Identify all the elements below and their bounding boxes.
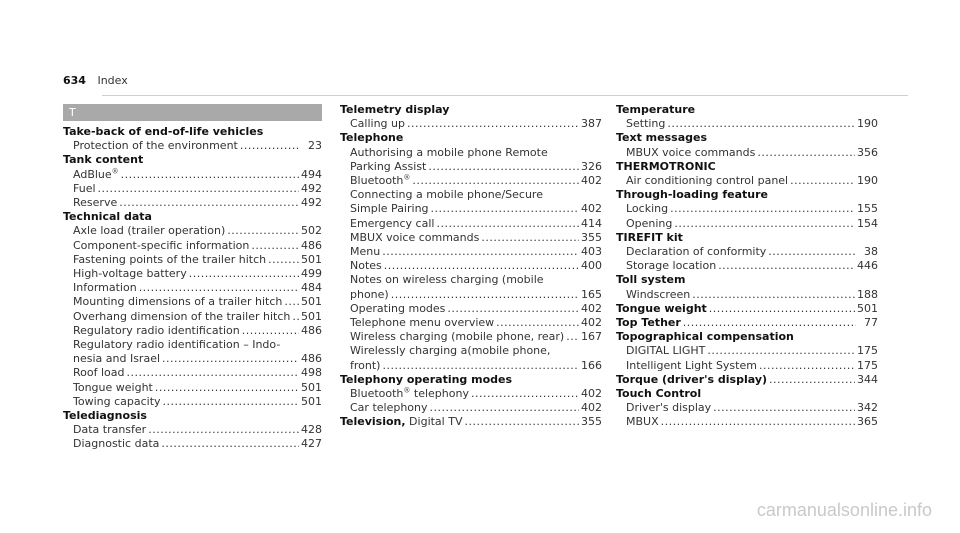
- index-line[interactable]: [340, 174, 602, 188]
- leader-dots: [382, 359, 579, 373]
- registered-mark: ®: [403, 386, 411, 395]
- index-entry: [616, 330, 878, 373]
- index-line[interactable]: [616, 117, 878, 131]
- page-ref[interactable]: 402: [581, 401, 602, 415]
- leader-dots: [284, 295, 299, 309]
- leader-dots: [242, 324, 299, 338]
- leader-dots: [707, 344, 855, 358]
- index-line[interactable]: [63, 310, 322, 324]
- index-entry: [63, 153, 322, 210]
- page-header: [63, 74, 128, 87]
- leader-dots: [713, 401, 855, 415]
- entry-heading[interactable]: Temperature: [616, 103, 696, 116]
- index-line[interactable]: [63, 366, 322, 380]
- entry-text: Opening: [626, 216, 673, 230]
- entry-heading[interactable]: Television,: [340, 415, 406, 429]
- index-line[interactable]: [616, 245, 878, 259]
- index-line[interactable]: [63, 139, 322, 153]
- registered-mark: ®: [403, 173, 411, 182]
- index-line[interactable]: [340, 259, 602, 273]
- page-ref[interactable]: 355: [581, 230, 602, 244]
- page-ref[interactable]: 428: [301, 423, 322, 437]
- header-rule: [102, 95, 908, 96]
- page-ref[interactable]: 502: [301, 224, 322, 238]
- entry-text: Overhang dimension of the trailer hitch: [73, 309, 291, 323]
- leader-dots: [119, 196, 299, 210]
- index-entry: [616, 131, 878, 159]
- page-ref[interactable]: 499: [301, 267, 322, 281]
- subentry-text: Authorising a mobile phone Remote: [350, 145, 548, 159]
- leader-dots: [391, 288, 579, 302]
- leader-dots: [471, 387, 579, 401]
- page-ref[interactable]: 501: [301, 380, 322, 394]
- leader-dots: [162, 352, 299, 366]
- leader-dots: [566, 330, 579, 344]
- index-column-3: [616, 103, 878, 430]
- subentry-text: Notes on wireless charging (mobile: [350, 273, 544, 287]
- page-ref[interactable]: 188: [857, 287, 878, 301]
- entry-heading[interactable]: Technical data: [63, 210, 152, 224]
- page-ref[interactable]: 484: [301, 281, 322, 295]
- page-ref[interactable]: 427: [301, 437, 322, 451]
- entry-text: Reserve: [73, 196, 118, 210]
- entry-text: Wireless charging (mobile phone, rear): [350, 330, 565, 344]
- leader-dots: [163, 395, 299, 409]
- index-column-1: [63, 104, 322, 452]
- index-line[interactable]: [63, 395, 322, 409]
- index-line[interactable]: [616, 373, 878, 387]
- leader-dots: [227, 224, 299, 238]
- leader-dots: [412, 174, 579, 188]
- page-ref[interactable]: 175: [857, 344, 878, 358]
- registered-mark: ®: [111, 166, 119, 175]
- index-line[interactable]: [340, 202, 602, 216]
- entry-heading[interactable]: THERMOTRONIC: [616, 159, 716, 173]
- leader-dots: [768, 245, 856, 259]
- index-line[interactable]: [616, 202, 878, 216]
- entry-text: Simple Pairing: [350, 202, 429, 216]
- page-ref[interactable]: 501: [857, 301, 878, 315]
- entry-heading[interactable]: Take-back of end-of-life vehicles: [63, 125, 264, 138]
- page-ref[interactable]: 492: [301, 181, 322, 195]
- entry-heading[interactable]: Torque (driver's display): [616, 372, 768, 386]
- entry-text: Calling up: [350, 117, 405, 131]
- index-line[interactable]: [63, 182, 322, 196]
- entry-text: Mounting dimensions of a trailer hitch: [73, 295, 283, 309]
- leader-dots: [428, 160, 579, 174]
- subentry-text: Wirelessly charging a(mobile phone,: [350, 344, 551, 358]
- entry-text: Parking Assist: [350, 159, 427, 173]
- entry-heading[interactable]: Tongue weight: [616, 301, 707, 315]
- entry-text: High-voltage battery: [73, 267, 187, 281]
- entry-text: Regulatory radio identification: [73, 323, 240, 337]
- index-line[interactable]: [340, 231, 602, 245]
- index-entry: [616, 273, 878, 301]
- leader-dots: [683, 316, 856, 330]
- letter-band: T: [63, 104, 322, 121]
- leader-dots: [759, 359, 855, 373]
- index-line[interactable]: [616, 401, 878, 415]
- leader-dots: [240, 139, 300, 153]
- leader-dots: [769, 373, 855, 387]
- index-line[interactable]: [340, 160, 602, 174]
- page-ref[interactable]: 155: [857, 202, 878, 216]
- entry-text: MBUX voice commands: [350, 230, 480, 244]
- entry-text: Tongue weight: [73, 380, 153, 394]
- page-number: 634: [63, 74, 86, 87]
- page-ref[interactable]: 486: [301, 238, 322, 252]
- entry-text: front): [350, 358, 381, 372]
- entry-text: [616, 373, 767, 387]
- page-ref[interactable]: 387: [581, 117, 602, 131]
- leader-dots: [692, 288, 855, 302]
- leader-dots: [139, 281, 299, 295]
- entry-text: Diagnostic data: [73, 437, 160, 451]
- page-ref[interactable]: 38: [864, 245, 878, 259]
- entry-heading[interactable]: Top Tether: [616, 316, 681, 330]
- index-entry: [616, 231, 878, 274]
- index-column-2: [340, 103, 602, 430]
- page-ref[interactable]: 190: [857, 174, 878, 188]
- section-title: Index: [97, 74, 128, 87]
- entry-heading[interactable]: Telephony operating modes: [340, 372, 513, 386]
- entry-text: nesia and Israel: [73, 352, 161, 366]
- index-line[interactable]: [63, 324, 322, 338]
- leader-dots: [121, 168, 299, 182]
- leader-dots: [447, 302, 579, 316]
- index-entry: [616, 302, 878, 316]
- page-ref[interactable]: 166: [581, 358, 602, 372]
- leader-dots: [127, 366, 300, 380]
- index-line[interactable]: [340, 117, 602, 131]
- entry-text: [616, 316, 681, 330]
- entry-text: [616, 302, 707, 316]
- index-line[interactable]: [63, 381, 322, 395]
- subentry-text: Regulatory radio identification – Indo-: [73, 338, 281, 352]
- page-ref[interactable]: 165: [581, 287, 602, 301]
- index-entry: [616, 103, 878, 131]
- index-line[interactable]: [63, 281, 322, 295]
- index-line[interactable]: [63, 168, 322, 182]
- index-entry: [340, 103, 602, 131]
- entry-text: Fastening points of the trailer hitch: [73, 252, 267, 266]
- page-ref[interactable]: 414: [581, 216, 602, 230]
- entry-text: Information: [73, 281, 137, 295]
- leader-dots: [430, 401, 579, 415]
- entries: [63, 125, 322, 452]
- entry-text: Intelligent Light System: [626, 358, 757, 372]
- page-ref[interactable]: 501: [301, 295, 322, 309]
- page-ref[interactable]: 23: [308, 139, 322, 153]
- index-line[interactable]: [616, 146, 878, 160]
- index-entry: [340, 131, 602, 372]
- leader-dots: [718, 259, 855, 273]
- index-entry: [616, 373, 878, 387]
- entry-text: Bluetooth® telephony: [350, 386, 469, 401]
- leader-dots: [464, 415, 579, 429]
- index-line[interactable]: [340, 245, 602, 259]
- leader-dots: [436, 217, 579, 231]
- index-line[interactable]: [616, 344, 878, 358]
- index-line[interactable]: [340, 330, 602, 344]
- page-ref[interactable]: 446: [857, 259, 878, 273]
- leader-dots: [667, 117, 855, 131]
- page-ref[interactable]: 403: [581, 245, 602, 259]
- page-ref[interactable]: 486: [301, 323, 322, 337]
- index-line[interactable]: [616, 359, 878, 373]
- entry-heading[interactable]: Telephone: [340, 131, 404, 145]
- entry-text: Data transfer: [73, 423, 147, 437]
- index-line[interactable]: [340, 217, 602, 231]
- entry-text: Air conditioning control panel: [626, 174, 789, 188]
- index-line[interactable]: [340, 316, 602, 330]
- entry-heading[interactable]: Text messages: [616, 131, 708, 145]
- entry-text: Setting: [626, 117, 666, 131]
- leader-dots: [384, 259, 579, 273]
- index-line[interactable]: [63, 437, 322, 451]
- leader-dots: [382, 245, 579, 259]
- page-ref[interactable]: 400: [581, 259, 602, 273]
- page-ref[interactable]: 355: [581, 415, 602, 429]
- entry-text: Bluetooth®: [350, 173, 411, 188]
- index-line[interactable]: [63, 239, 322, 253]
- index-entry: [63, 409, 322, 452]
- index-line[interactable]: [616, 302, 878, 316]
- entry-text: Driver's display: [626, 401, 712, 415]
- index-line[interactable]: [340, 415, 602, 429]
- leader-dots: [161, 437, 299, 451]
- page-ref[interactable]: 501: [301, 252, 322, 266]
- entry-text: Notes: [350, 259, 382, 273]
- index-line[interactable]: [616, 316, 878, 330]
- entry-text: Towing capacity: [73, 394, 161, 408]
- index-line[interactable]: [63, 295, 322, 309]
- page-ref[interactable]: 365: [857, 415, 878, 429]
- entry-text: Television, Digital TV: [340, 415, 463, 429]
- index-line[interactable]: [63, 352, 322, 366]
- entry-text: AdBlue®: [73, 166, 119, 181]
- index-line[interactable]: [616, 174, 878, 188]
- entry-text: Roof load: [73, 366, 125, 380]
- subentry-text: Connecting a mobile phone/Secure: [350, 188, 543, 202]
- entry-text: phone): [350, 287, 389, 301]
- leader-dots: [148, 423, 299, 437]
- page-ref[interactable]: 501: [301, 394, 322, 408]
- leader-dots: [757, 146, 855, 160]
- page-ref[interactable]: 344: [857, 372, 878, 386]
- page-ref[interactable]: 402: [581, 174, 602, 188]
- entry-text: Emergency call: [350, 216, 435, 230]
- entry-text: Protection of the environment: [73, 139, 238, 153]
- page-ref[interactable]: 190: [857, 117, 878, 131]
- page-ref[interactable]: 167: [581, 330, 602, 344]
- leader-dots: [189, 267, 299, 281]
- page-ref[interactable]: 356: [857, 145, 878, 159]
- entry-text: Menu: [350, 245, 381, 259]
- entry-text: DIGITAL LIGHT: [626, 344, 706, 358]
- leader-dots: [481, 231, 579, 245]
- index-line[interactable]: [616, 259, 878, 273]
- index-line[interactable]: [340, 387, 602, 401]
- entry-text: Axle load (trailer operation): [73, 224, 226, 238]
- entry-text: MBUX voice commands: [626, 145, 756, 159]
- entry-heading[interactable]: Through-loading feature: [616, 188, 768, 202]
- entry-text: Operating modes: [350, 301, 446, 315]
- leader-dots: [407, 117, 579, 131]
- leader-dots: [670, 202, 855, 216]
- entry-heading[interactable]: TIREFIT kit: [616, 230, 683, 244]
- page-ref[interactable]: 402: [581, 301, 602, 315]
- index-entry: [340, 373, 602, 416]
- leader-dots: [268, 253, 299, 267]
- entry-text: Declaration of conformity: [626, 245, 767, 259]
- leader-dots: [292, 310, 299, 324]
- entry-text: Fuel: [73, 181, 96, 195]
- index-line[interactable]: [63, 224, 322, 238]
- entry-text: Component-specific information: [73, 238, 250, 252]
- index-entry: [340, 415, 602, 429]
- page-ref[interactable]: 501: [301, 309, 322, 323]
- entry-heading[interactable]: Topographical compensation: [616, 330, 794, 344]
- leader-dots: [661, 415, 855, 429]
- page-ref[interactable]: 498: [301, 366, 322, 380]
- index-line[interactable]: [340, 359, 602, 373]
- index-line[interactable]: [340, 288, 602, 302]
- leader-dots: [98, 182, 299, 196]
- watermark: carmanualsonline.info: [756, 500, 932, 520]
- page-ref[interactable]: 402: [581, 316, 602, 330]
- entry-heading[interactable]: Tank content: [63, 153, 144, 167]
- entry-heading[interactable]: Touch Control: [616, 387, 702, 401]
- leader-dots: [709, 302, 855, 316]
- leader-dots: [431, 202, 579, 216]
- page-ref[interactable]: 402: [581, 387, 602, 401]
- entry-text: Storage location: [626, 259, 717, 273]
- index-line[interactable]: [63, 267, 322, 281]
- entry-heading[interactable]: Telediagnosis: [63, 409, 147, 423]
- index-line[interactable]: [63, 196, 322, 210]
- index-entry: [616, 387, 878, 430]
- entry-text: Windscreen: [626, 287, 691, 301]
- page-ref[interactable]: 154: [857, 216, 878, 230]
- index-entry: [616, 160, 878, 188]
- index-line[interactable]: [63, 253, 322, 267]
- page-ref[interactable]: 494: [301, 167, 322, 181]
- page-ref[interactable]: 492: [301, 196, 322, 210]
- index-entry: [616, 188, 878, 231]
- index-line[interactable]: [616, 288, 878, 302]
- index-line[interactable]: [616, 217, 878, 231]
- entry-text: Telephone menu overview: [350, 316, 495, 330]
- entry-heading[interactable]: Telemetry display: [340, 103, 450, 116]
- page-ref[interactable]: 402: [581, 202, 602, 216]
- index-line[interactable]: [63, 423, 322, 437]
- index-entry: [63, 210, 322, 409]
- leader-dots: [496, 316, 579, 330]
- index-line[interactable]: [616, 415, 878, 429]
- leader-dots: [251, 239, 299, 253]
- leader-dots: [790, 174, 855, 188]
- index-entry: [63, 125, 322, 153]
- index-line[interactable]: [340, 302, 602, 316]
- entries: [340, 103, 602, 430]
- index-line[interactable]: [340, 401, 602, 415]
- entry-text: MBUX: [626, 415, 659, 429]
- page-ref[interactable]: 326: [581, 159, 602, 173]
- page-ref[interactable]: 342: [857, 401, 878, 415]
- leader-dots: [155, 381, 299, 395]
- entry-text: Car telephony: [350, 401, 428, 415]
- page-ref[interactable]: 77: [864, 316, 878, 330]
- entry-text: Locking: [626, 202, 669, 216]
- entries: [616, 103, 878, 430]
- entry-heading[interactable]: Toll system: [616, 273, 686, 287]
- leader-dots: [674, 217, 855, 231]
- page-ref[interactable]: 486: [301, 352, 322, 366]
- page-ref[interactable]: 175: [857, 358, 878, 372]
- index-entry: [616, 316, 878, 330]
